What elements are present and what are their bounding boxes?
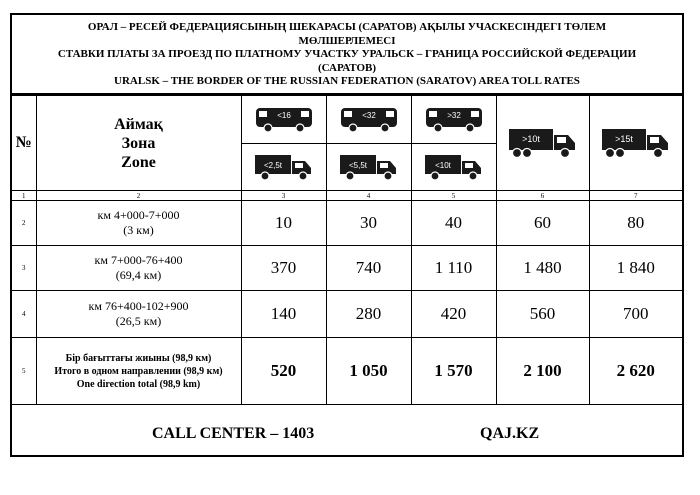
- zone-km-range: км 4+000-7+000: [97, 208, 180, 222]
- title-block: [12, 15, 682, 95]
- rate-cell: 740: [326, 246, 411, 291]
- total-label-english: One direction total (98,9 km): [76, 378, 201, 390]
- footer: [12, 413, 682, 455]
- toll-rates-sheet: [10, 13, 684, 457]
- total-value: 520: [241, 338, 326, 405]
- rate-cell: 700: [589, 291, 682, 338]
- zone-length: (3 км): [123, 223, 154, 237]
- header-number: №: [12, 96, 36, 191]
- title-kazakh: ОРАЛ – РЕСЕЙ ФЕДЕРАЦИЯСЫНЫҢ ШЕКАРАСЫ (САРАТОВ) АҚЫЛЫ УЧАСКЕСІНДЕГІ ТӨЛЕМ МӨЛШЕРЛЕМЕСІ: [87, 21, 607, 47]
- zone-length: (69,4 км): [115, 268, 162, 282]
- truck-icon: [600, 126, 672, 160]
- bus-icon: [254, 105, 314, 135]
- title-english: URALSK – THE BORDER OF THE RUSSIAN FEDERATION (SARATOV) AREA TOLL RATES: [114, 75, 580, 87]
- total-value: 1 050: [326, 338, 411, 405]
- total-value: 2 620: [589, 338, 682, 405]
- rate-cell: 80: [589, 201, 682, 246]
- header-zone: [36, 96, 241, 191]
- website: QAJ.KZ: [480, 425, 540, 442]
- zone-cell: [36, 291, 241, 338]
- row-number: 2: [12, 201, 36, 246]
- column-number: 5: [411, 191, 496, 201]
- rate-cell: 140: [241, 291, 326, 338]
- table-row: [12, 201, 682, 246]
- truck-icon: [253, 152, 315, 182]
- column-number: 6: [496, 191, 589, 201]
- bus-icon: [424, 105, 484, 135]
- rate-cell: 560: [496, 291, 589, 338]
- column-number: 1: [12, 191, 36, 201]
- rate-cell: 1 840: [589, 246, 682, 291]
- vehicle-class-7: [589, 96, 682, 191]
- total-label-kazakh: Бір бағыттағы жиыны (98,9 км): [65, 352, 212, 364]
- vehicle-class-5: [411, 96, 496, 191]
- bus-capacity-label: <32: [361, 110, 376, 120]
- zone-label-kazakh: Аймақ: [114, 115, 163, 133]
- rate-cell: 10: [241, 201, 326, 246]
- truck-weight-label: >15t: [614, 134, 633, 144]
- bus-icon: [339, 105, 399, 135]
- rate-cell: 30: [326, 201, 411, 246]
- vehicle-class-4: [326, 96, 411, 191]
- column-number: 4: [326, 191, 411, 201]
- total-label-cell: [36, 338, 241, 405]
- rate-cell: 1 110: [411, 246, 496, 291]
- row-number: 5: [12, 338, 36, 405]
- row-number: 4: [12, 291, 36, 338]
- truck-weight-label: >10t: [521, 134, 540, 144]
- zone-label-english: Zone: [121, 153, 156, 171]
- rates-table: [12, 95, 682, 405]
- truck-weight-label: <2,5t: [263, 161, 282, 170]
- total-value: 1 570: [411, 338, 496, 405]
- total-label-russian: Итого в одном направлении (98,9 км): [54, 365, 223, 377]
- truck-icon: [338, 152, 400, 182]
- rate-cell: 280: [326, 291, 411, 338]
- truck-icon: [507, 126, 579, 160]
- column-number: 2: [36, 191, 241, 201]
- vehicle-class-6: [496, 96, 589, 191]
- column-number: 7: [589, 191, 682, 201]
- truck-weight-label: <5,5t: [348, 161, 367, 170]
- rate-cell: 60: [496, 201, 589, 246]
- zone-km-range: км 7+000-76+400: [94, 253, 183, 267]
- title-russian: СТАВКИ ПЛАТЫ ЗА ПРОЕЗД ПО ПЛАТНОМУ УЧАСТКУ УРАЛЬСК – ГРАНИЦА РОССИЙСКОЙ ФЕДЕРАЦИИ (САРАТОВ): [57, 48, 637, 74]
- rate-cell: 40: [411, 201, 496, 246]
- bus-capacity-label: <16: [276, 110, 291, 120]
- zone-cell: [36, 201, 241, 246]
- zone-cell: [36, 246, 241, 291]
- zone-label-russian: Зона: [121, 134, 156, 152]
- truck-icon: [423, 152, 485, 182]
- column-number: 3: [241, 191, 326, 201]
- bus-capacity-label: >32: [446, 110, 461, 120]
- row-number: 3: [12, 246, 36, 291]
- rate-cell: 420: [411, 291, 496, 338]
- vehicle-class-3: [241, 96, 326, 191]
- rate-cell: 1 480: [496, 246, 589, 291]
- truck-weight-label: <10t: [434, 161, 451, 170]
- total-value: 2 100: [496, 338, 589, 405]
- table-row: [12, 246, 682, 291]
- table-row: [12, 291, 682, 338]
- column-number-row: [12, 191, 682, 201]
- total-row: [12, 338, 682, 405]
- zone-km-range: км 76+400-102+900: [88, 299, 189, 313]
- zone-length: (26,5 км): [115, 314, 162, 328]
- rate-cell: 370: [241, 246, 326, 291]
- header-row: [12, 96, 682, 191]
- call-center: CALL CENTER – 1403: [152, 425, 315, 442]
